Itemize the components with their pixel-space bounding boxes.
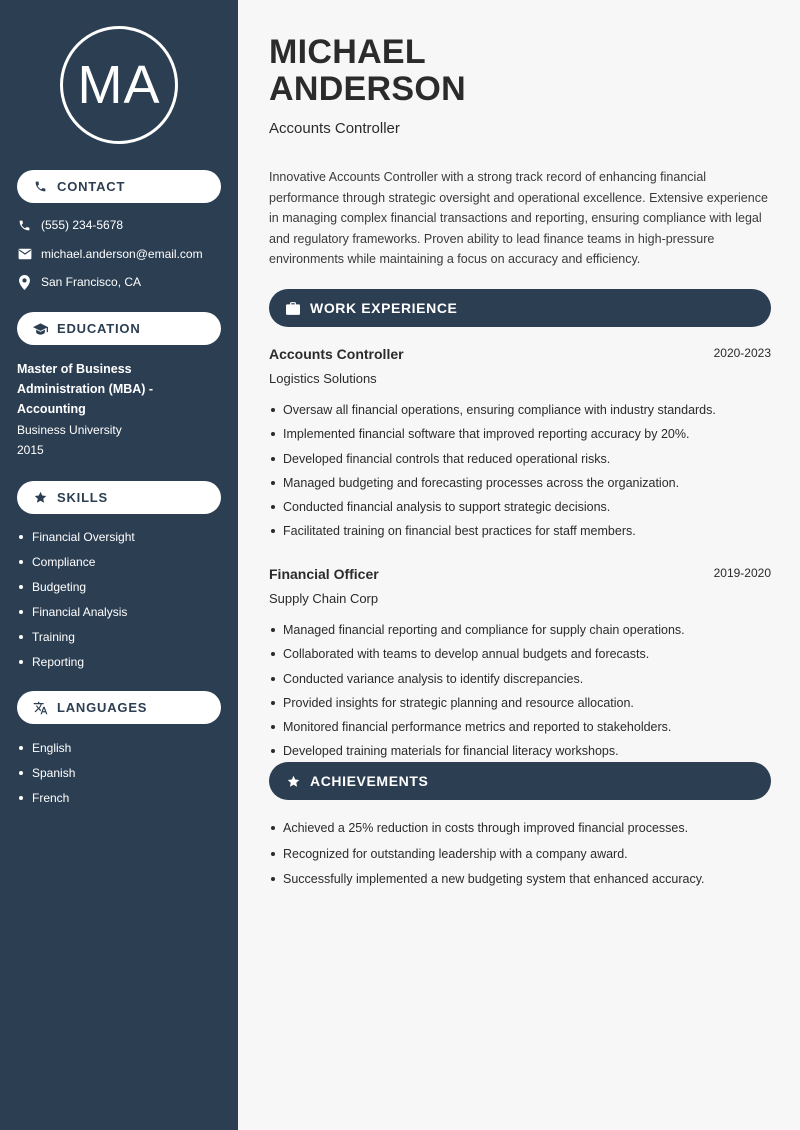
skill-item: Budgeting bbox=[17, 578, 135, 603]
contact-phone bbox=[17, 215, 123, 235]
job-bullets bbox=[269, 401, 771, 547]
monogram-initials: MA bbox=[77, 55, 161, 115]
contact-heading bbox=[17, 170, 221, 203]
job-bullet: Conducted financial analysis to support strategic decisions. bbox=[269, 498, 771, 522]
name-last: ANDERSON bbox=[269, 70, 466, 108]
candidate-name bbox=[269, 34, 466, 108]
contact-location bbox=[17, 272, 141, 292]
job-bullet: Developed financial controls that reduced operational risks. bbox=[269, 450, 771, 474]
languages-heading bbox=[17, 691, 221, 724]
education-heading-label: EDUCATION bbox=[57, 321, 141, 336]
job-bullet: Facilitated training on financial best practices for staff members. bbox=[269, 522, 771, 546]
envelope-icon bbox=[17, 247, 32, 262]
work-experience-heading-label: WORK EXPERIENCE bbox=[310, 300, 458, 316]
profile-summary: Innovative Accounts Controller with a strong track record of enhancing financial performance through strategic oversight and operational excellence. Extensive experience in managing complex financial transactions and reporting, ensuring compliance with legal and regulatory frameworks. Proven ability to lead finance teams in high-pressure environments while maintaining a focus on accuracy and efficiency. bbox=[269, 170, 768, 266]
monogram-avatar bbox=[60, 26, 178, 144]
achievement-item: Successfully implemented a new budgeting system that enhanced accuracy. bbox=[269, 870, 771, 896]
skills-heading bbox=[17, 481, 221, 514]
translate-icon bbox=[32, 700, 48, 716]
education-degree: Master of Business Administration (MBA) - Accounting bbox=[17, 362, 154, 416]
achievements-list bbox=[269, 819, 771, 896]
job-bullet: Developed training materials for financial literacy workshops. bbox=[269, 742, 771, 766]
skill-item: Training bbox=[17, 628, 135, 653]
education-heading bbox=[17, 312, 221, 345]
skills-list bbox=[17, 528, 135, 678]
achievement-item: Achieved a 25% reduction in costs through improved financial processes. bbox=[269, 819, 771, 845]
job-dates: 2019-2020 bbox=[713, 566, 771, 580]
job-bullet: Managed financial reporting and compliance for supply chain operations. bbox=[269, 621, 771, 645]
language-item: English bbox=[17, 739, 75, 764]
job-company: Logistics Solutions bbox=[269, 371, 377, 386]
skill-item: Compliance bbox=[17, 553, 135, 578]
briefcase-icon bbox=[285, 300, 301, 316]
contact-phone-text: (555) 234-5678 bbox=[41, 218, 124, 232]
achievements-heading-label: ACHIEVEMENTS bbox=[310, 773, 429, 789]
work-experience-heading bbox=[269, 289, 771, 327]
job-role: Financial Officer bbox=[269, 566, 379, 582]
job-bullet: Implemented financial software that improved reporting accuracy by 20%. bbox=[269, 425, 771, 449]
star-icon bbox=[285, 773, 301, 789]
skill-item: Financial Oversight bbox=[17, 528, 135, 553]
phone-icon bbox=[17, 218, 32, 233]
job-entry bbox=[269, 566, 771, 767]
name-first: MICHAEL bbox=[269, 33, 426, 71]
graduation-cap-icon bbox=[32, 321, 48, 337]
star-icon bbox=[32, 490, 48, 506]
languages-heading-label: LANGUAGES bbox=[57, 700, 148, 715]
job-bullet: Monitored financial performance metrics and reported to stakeholders. bbox=[269, 718, 771, 742]
job-bullets bbox=[269, 621, 771, 767]
main-content bbox=[238, 0, 800, 1130]
education-school: Business University bbox=[17, 423, 122, 437]
job-company: Supply Chain Corp bbox=[269, 591, 379, 606]
skills-heading-label: SKILLS bbox=[57, 490, 109, 505]
skill-item: Reporting bbox=[17, 653, 135, 678]
skill-item: Financial Analysis bbox=[17, 603, 135, 628]
job-role: Accounts Controller bbox=[269, 346, 404, 362]
candidate-title: Accounts Controller bbox=[269, 120, 400, 137]
job-bullet: Provided insights for strategic planning and resource allocation. bbox=[269, 694, 771, 718]
location-pin-icon bbox=[17, 275, 32, 290]
languages-list bbox=[17, 739, 75, 814]
contact-email bbox=[17, 244, 203, 264]
job-dates: 2020-2023 bbox=[713, 346, 771, 360]
achievements-heading bbox=[269, 762, 771, 800]
education-year: 2015 bbox=[17, 443, 44, 457]
contact-heading-label: CONTACT bbox=[57, 179, 126, 194]
job-entry bbox=[269, 346, 771, 547]
job-bullet: Collaborated with teams to develop annual budgets and forecasts. bbox=[269, 645, 771, 669]
language-item: Spanish bbox=[17, 764, 75, 789]
job-bullet: Managed budgeting and forecasting processes across the organization. bbox=[269, 474, 771, 498]
job-bullet: Oversaw all financial operations, ensuring compliance with industry standards. bbox=[269, 401, 771, 425]
language-item: French bbox=[17, 789, 75, 814]
contact-location-text: San Francisco, CA bbox=[41, 275, 142, 289]
phone-icon bbox=[32, 179, 48, 195]
contact-email-text: michael.anderson@email.com bbox=[41, 247, 203, 261]
sidebar bbox=[0, 0, 238, 1130]
achievement-item: Recognized for outstanding leadership with a company award. bbox=[269, 845, 771, 871]
job-bullet: Conducted variance analysis to identify discrepancies. bbox=[269, 670, 771, 694]
